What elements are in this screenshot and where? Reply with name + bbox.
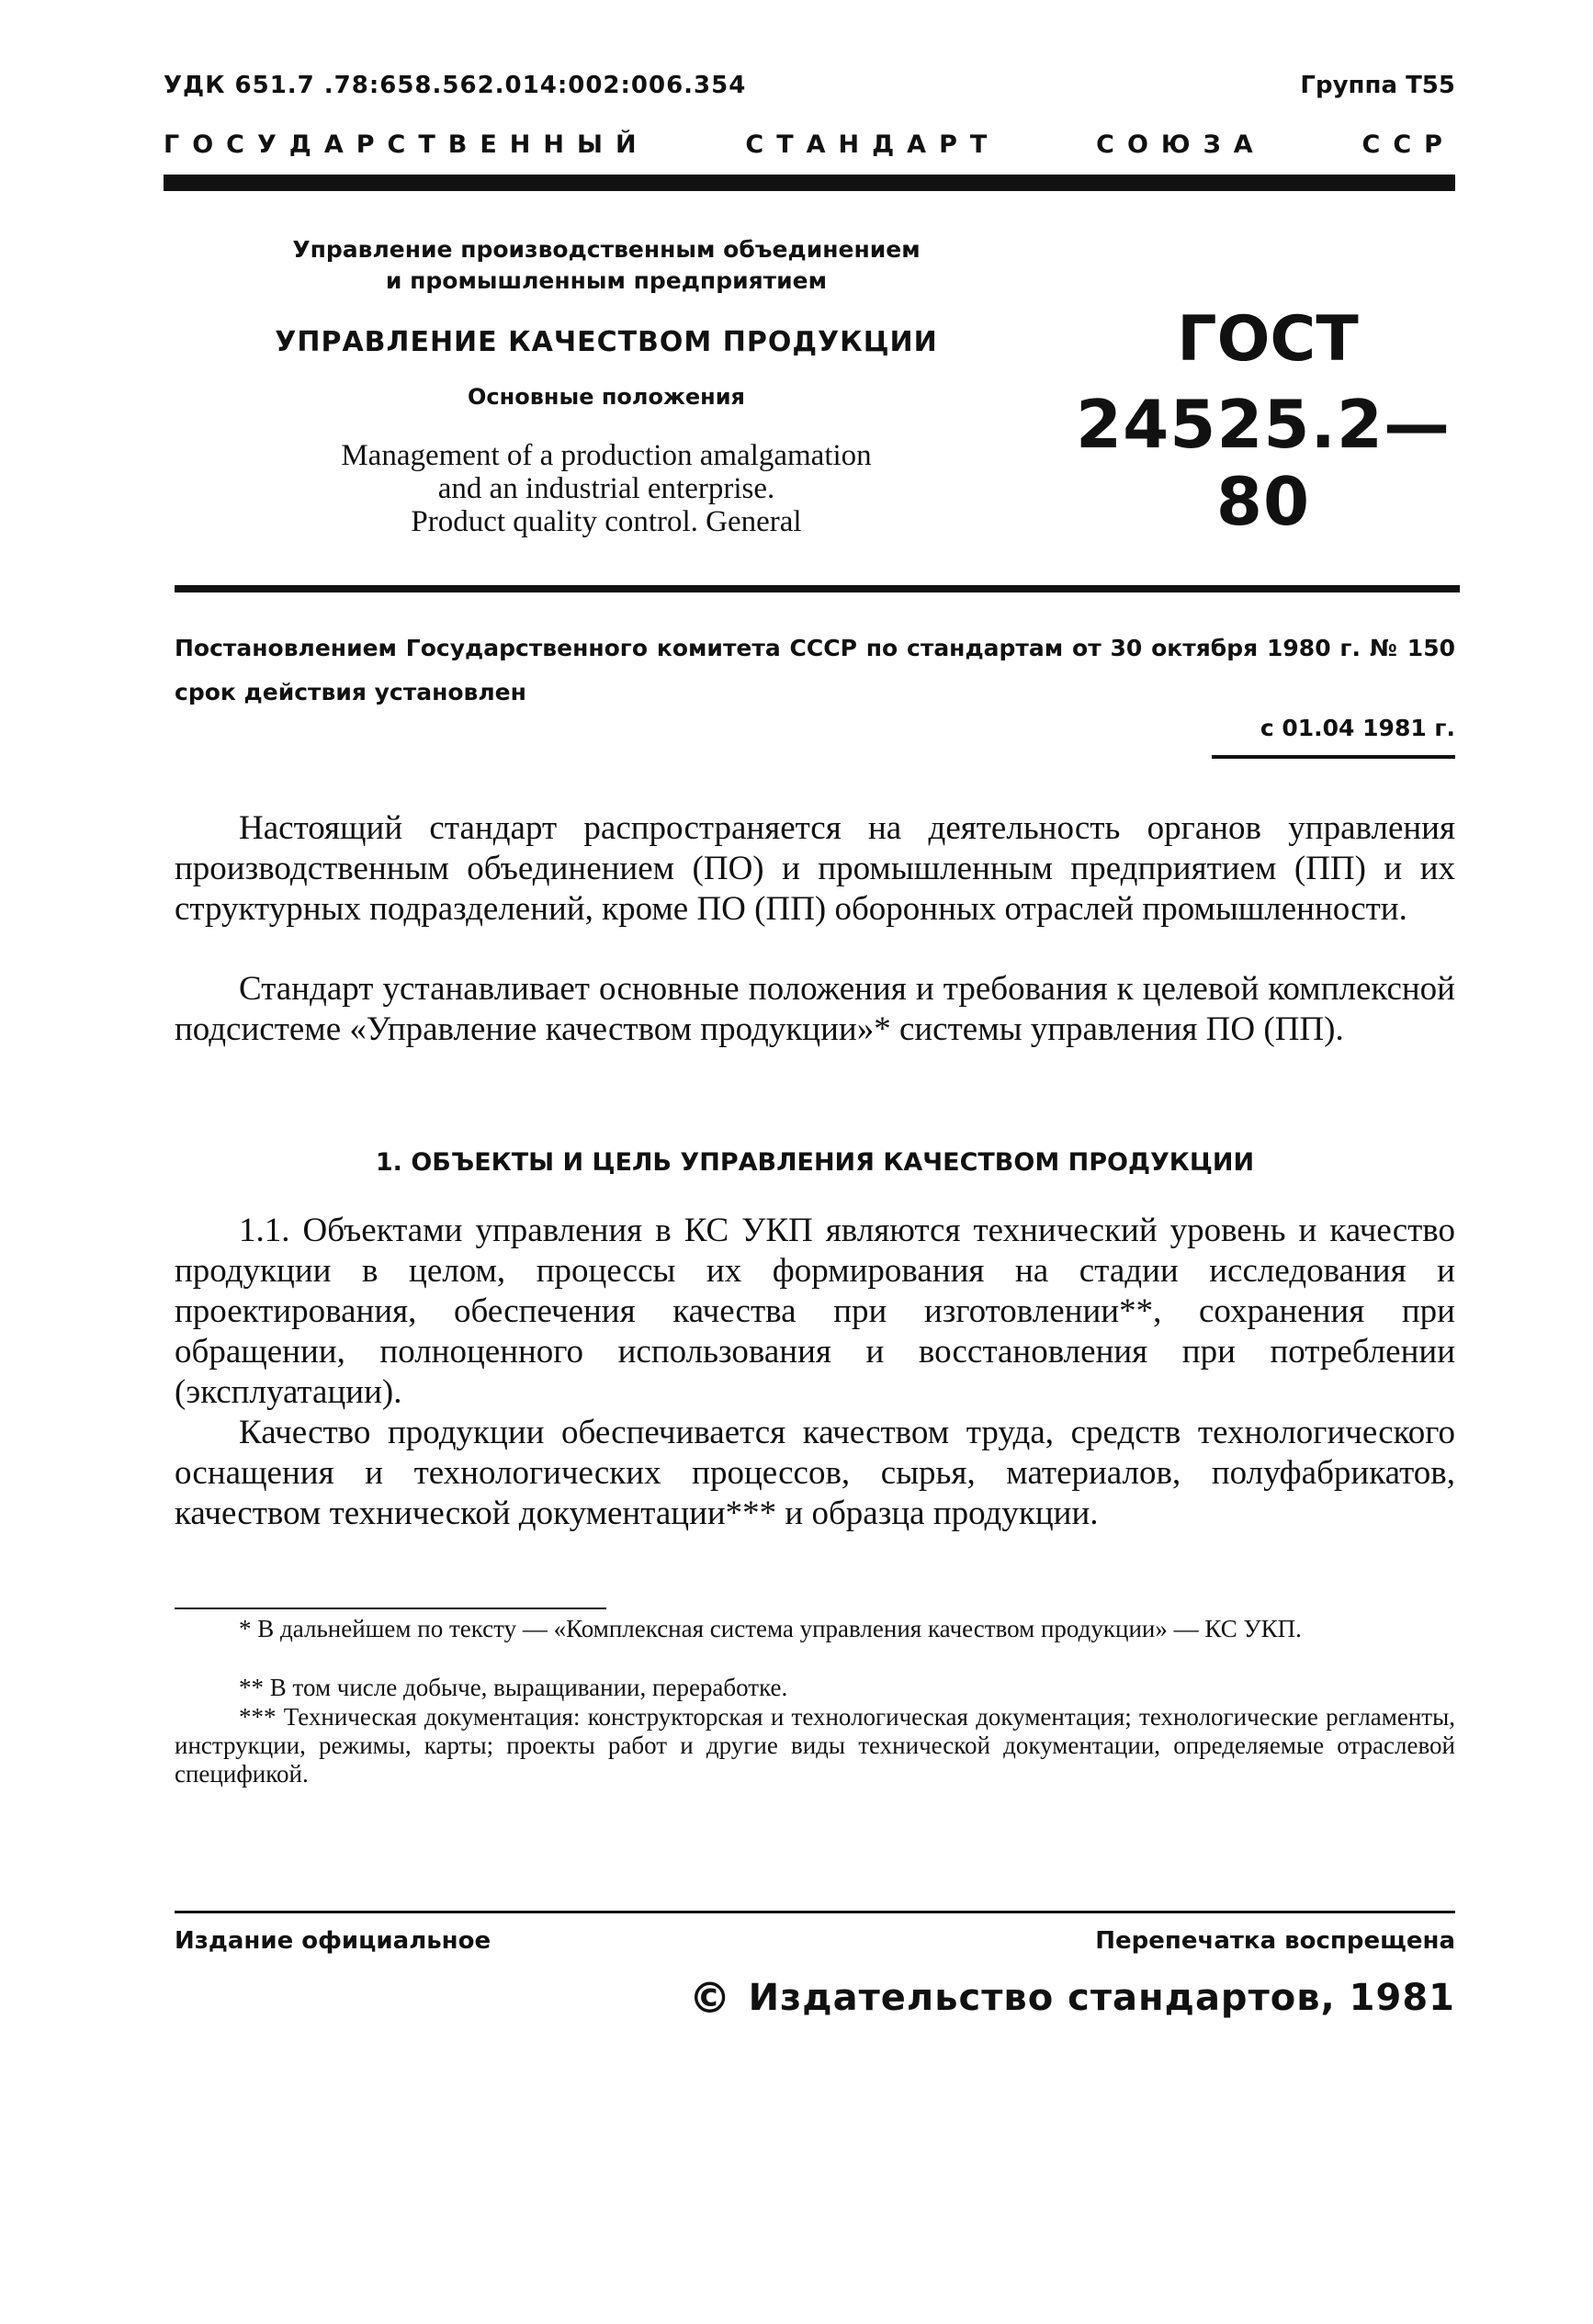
footnote-divider	[175, 1608, 606, 1609]
state-standard-word: ССР	[1361, 130, 1455, 159]
udk-code: УДК 651.7 .78:658.562.014:002:006.354	[164, 72, 747, 99]
title-main: УПРАВЛЕНИЕ КАЧЕСТВОМ ПРОДУКЦИИ	[275, 326, 938, 358]
body-paragraph-quality: Качество продукции обеспечивается качеством труда, средств технологического оснащения и технологических процессов, сырья, материалов, полуфабрикатов, качеством технической документации*** и образца продукции.	[175, 1414, 1455, 1532]
effective-date: с 01.04 1981 г.	[1260, 715, 1455, 741]
footnote-3: *** Техническая документация: конструкторская и технологическая документация; технологические регламенты, инструкции, режимы, карты; проекты работ и другие виды технической документации, определяемые отраслевой спецификой.	[175, 1703, 1455, 1788]
body-paragraph-scope: Настоящий стандарт распространяется на деятельность органов управления производственным объединением (ПО) и промышленным предприятием (ПП) и их структурных подразделений, кроме ПО (ПП) оборонных отраслей промышленности.	[175, 809, 1455, 928]
middle-rule-divider	[175, 585, 1460, 592]
publisher-line	[689, 1973, 1455, 2023]
reprint-forbidden-label: Перепечатка воспрещена	[1095, 1927, 1455, 1955]
title-subtitle: Основные положения	[468, 384, 745, 410]
copyright-icon: ©	[688, 1973, 732, 2023]
date-underline	[1212, 755, 1455, 759]
state-standard-heading	[164, 130, 1455, 159]
title-organization	[239, 234, 974, 297]
footnote-2: ** В том числе добыче, выращивании, переработке.	[239, 1674, 788, 1701]
gost-number: 24525.2—80	[1076, 386, 1451, 540]
bottom-rule-divider	[175, 1911, 1455, 1913]
publisher-name: Издательство стандартов, 1981	[748, 1977, 1455, 2019]
state-standard-word: СТАНДАРТ	[745, 130, 1000, 159]
body-paragraph-purpose: Стандарт устанавливает основные положения и требования к целевой комплексной подсистеме «Управление качеством продукции»* системы управления ПО (ПП).	[175, 970, 1455, 1048]
decree-text: Постановлением Государственного комитета СССР по стандартам от 30 октября 1980 г. № 150 срок действия установлен	[175, 635, 1455, 705]
state-standard-word: ГОСУДАРСТВЕННЫЙ	[164, 130, 650, 159]
group-code: Группа Т55	[1300, 72, 1455, 99]
section-heading: 1. ОБЪЕКТЫ И ЦЕЛЬ УПРАВЛЕНИЯ КАЧЕСТВОМ ПРОДУКЦИИ	[375, 1148, 1255, 1177]
title-line-2: и промышленным предприятием	[385, 267, 828, 294]
title-english-line: Management of a production amalgamation	[341, 439, 872, 472]
title-english	[239, 439, 974, 538]
state-standard-word: СОЮЗА	[1096, 130, 1266, 159]
body-paragraph-1-1: 1.1. Объектами управления в КС УКП являются технический уровень и качество продукции в целом, процессы их формирования на стадии исследования и проектирования, обеспечения качества при изготовлении**, сохранения при обращении, полноценного использования и восстановления при потреблении (эксплуатации).	[175, 1212, 1455, 1411]
official-edition-label: Издание официальное	[175, 1927, 491, 1955]
title-line-1: Управление производственным объединением	[292, 236, 921, 263]
title-english-line: and an industrial enterprise.	[437, 472, 775, 505]
gost-label: ГОСТ	[1177, 303, 1359, 376]
footnote-1: * В дальнейшем по тексту — «Комплексная система управления качеством продукции» — КС УКП.	[239, 1615, 1302, 1642]
title-english-line: Product quality control. General	[411, 505, 802, 538]
top-rule-divider	[164, 175, 1455, 191]
